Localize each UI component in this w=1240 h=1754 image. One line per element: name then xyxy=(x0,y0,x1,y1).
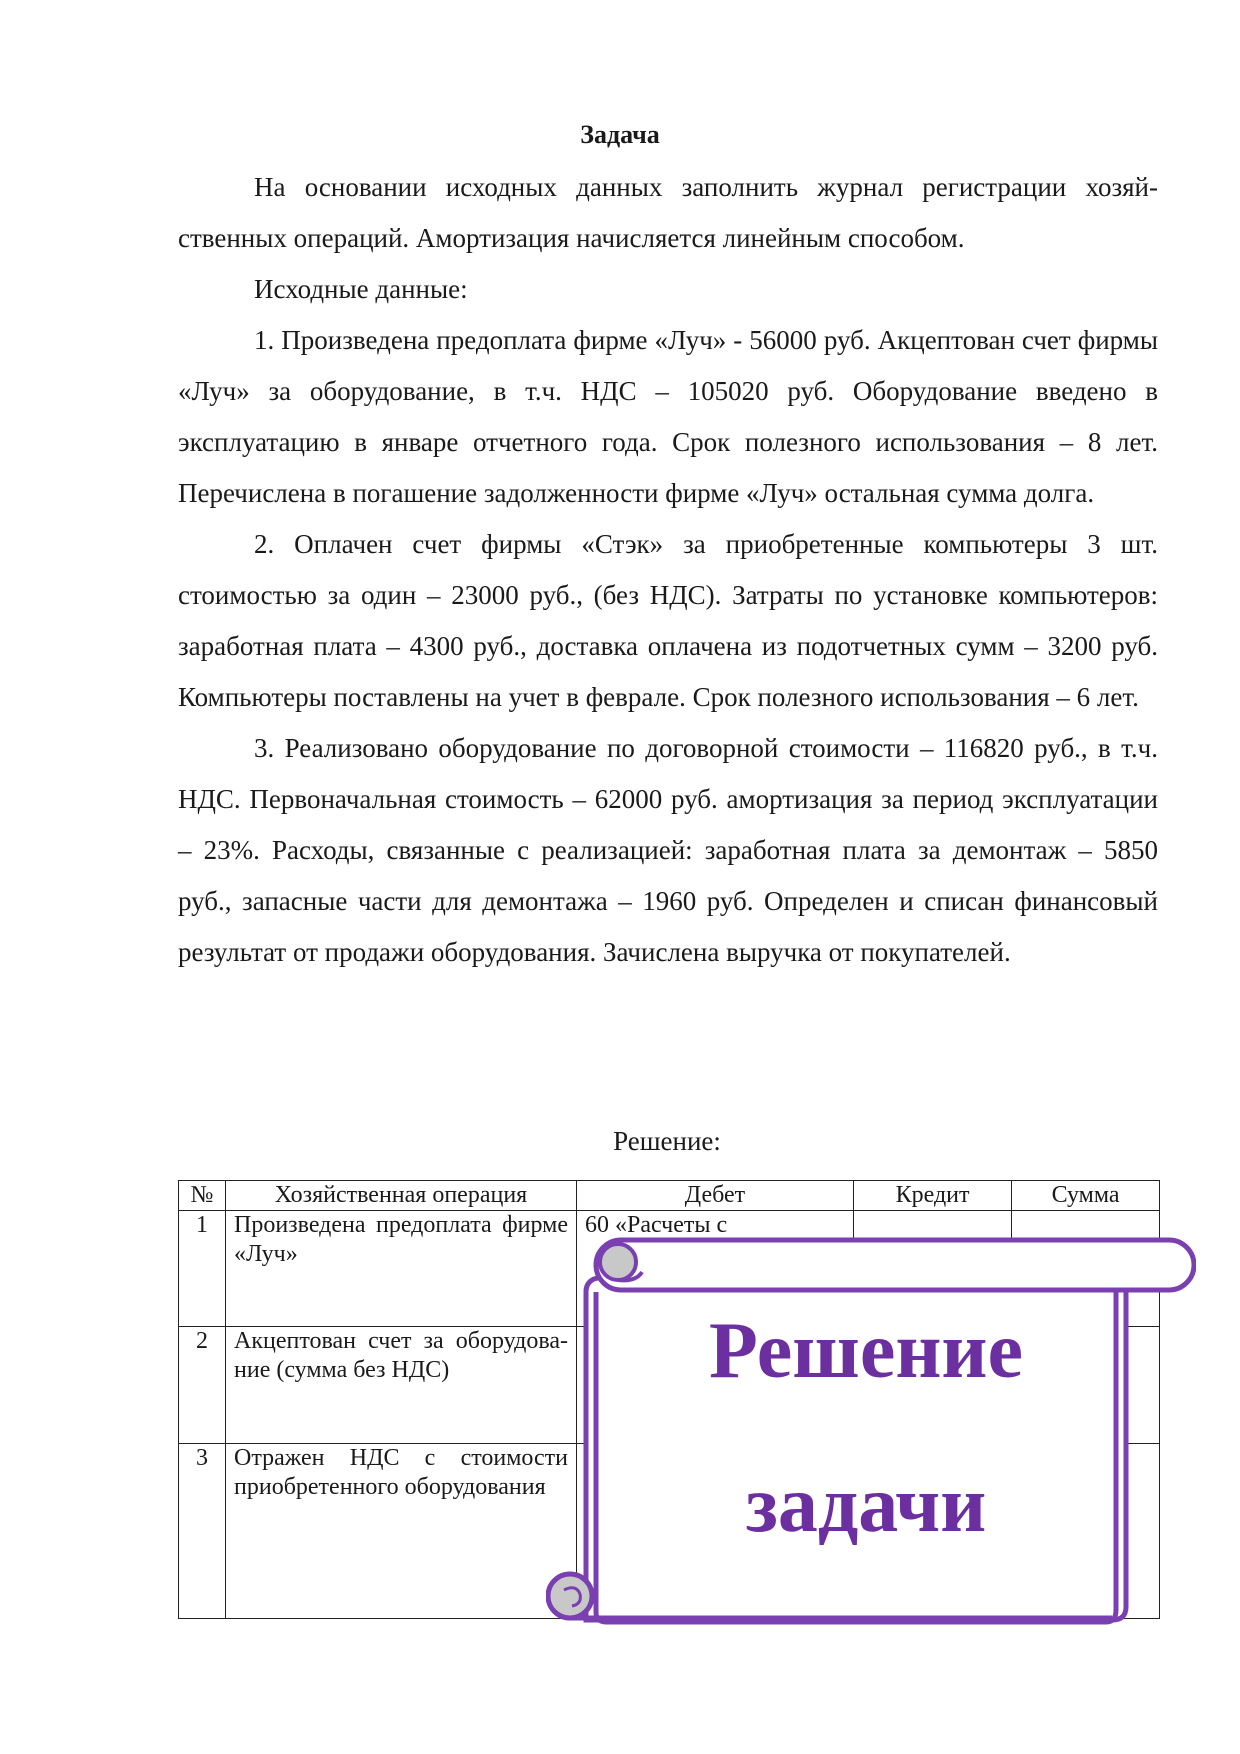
header-operation: Хозяйственная операция xyxy=(226,1181,577,1211)
row-number: 1 xyxy=(179,1211,226,1327)
row-operation: Акцептован счет за оборудование (сумма без НДС) xyxy=(226,1327,577,1444)
solution-label: Решение: xyxy=(613,1126,721,1156)
task-text xyxy=(178,162,1158,978)
row-operation: Отражен НДС с стоимости приобретенного оборудования xyxy=(226,1444,577,1619)
stamp-title-line-1: Решение xyxy=(708,1307,1024,1395)
header-credit: Кредит xyxy=(853,1181,1011,1211)
scroll-top-roll xyxy=(596,1240,1194,1290)
task-item-3: 3. Реализовано оборудование по договорной стоимости – 116820 руб., в т.ч. НДС. Первоначальная стоимость – 62000 руб. амортизация за период эксплуатации – 23%. Расходы, связанные с реализацией: заработная плата за демонтаж – 5850 руб., запасные части для демонтажа – 1960 руб. Определен и списан финансовый результат от продажи оборудования. Зачислена выручка от покупателей. xyxy=(178,733,1158,967)
row-number: 2 xyxy=(179,1327,226,1444)
task-item-1: 1. Произведена предоплата фирме «Луч» - 56000 руб. Акцептован счет фирмы «Луч» за оборудование, в т.ч. НДС – 105020 руб. Оборудование введено в эксплуатацию в январе отчетного года. Срок полезного использования – 8 лет. Перечислена в погашение задолженности фирме «Луч» остальная сумма долга. xyxy=(178,325,1158,508)
document-title: Задача xyxy=(580,120,660,149)
row-debit: 60 «Расчеты с xyxy=(577,1211,854,1327)
header-amount: Сумма xyxy=(1012,1181,1160,1211)
task-item-2: 2. Оплачен счет фирмы «Стэк» за приобретенные компьютеры 3 шт. стоимостью за один – 23000 руб., (без НДС). Затраты по установке компьютеров: заработная плата – 4300 руб., доставка оплачена из подотчетных сумм – 3200 руб. Компьютеры поставлены на учет в феврале. Срок полезного использования – 6 лет. xyxy=(178,529,1158,712)
row-number: 3 xyxy=(179,1444,226,1619)
header-number: № xyxy=(179,1181,226,1211)
header-debit: Дебет xyxy=(577,1181,854,1211)
scroll-banner-icon xyxy=(546,1232,1196,1636)
scroll-top-curl xyxy=(600,1244,636,1280)
task-intro-paragraph: На основании исходных данных заполнить журнал регистрации хозяйственных операций. Амортизация начисляется линейным способом. xyxy=(178,172,1158,253)
scroll-bottom-curl xyxy=(548,1574,592,1618)
source-data-heading: Исходные данные: xyxy=(254,274,468,304)
stamp-title-line-2: задачи xyxy=(745,1461,987,1549)
row-operation: Произведена предоплата фирме «Луч» xyxy=(226,1211,577,1327)
table-header-row xyxy=(179,1181,1160,1211)
